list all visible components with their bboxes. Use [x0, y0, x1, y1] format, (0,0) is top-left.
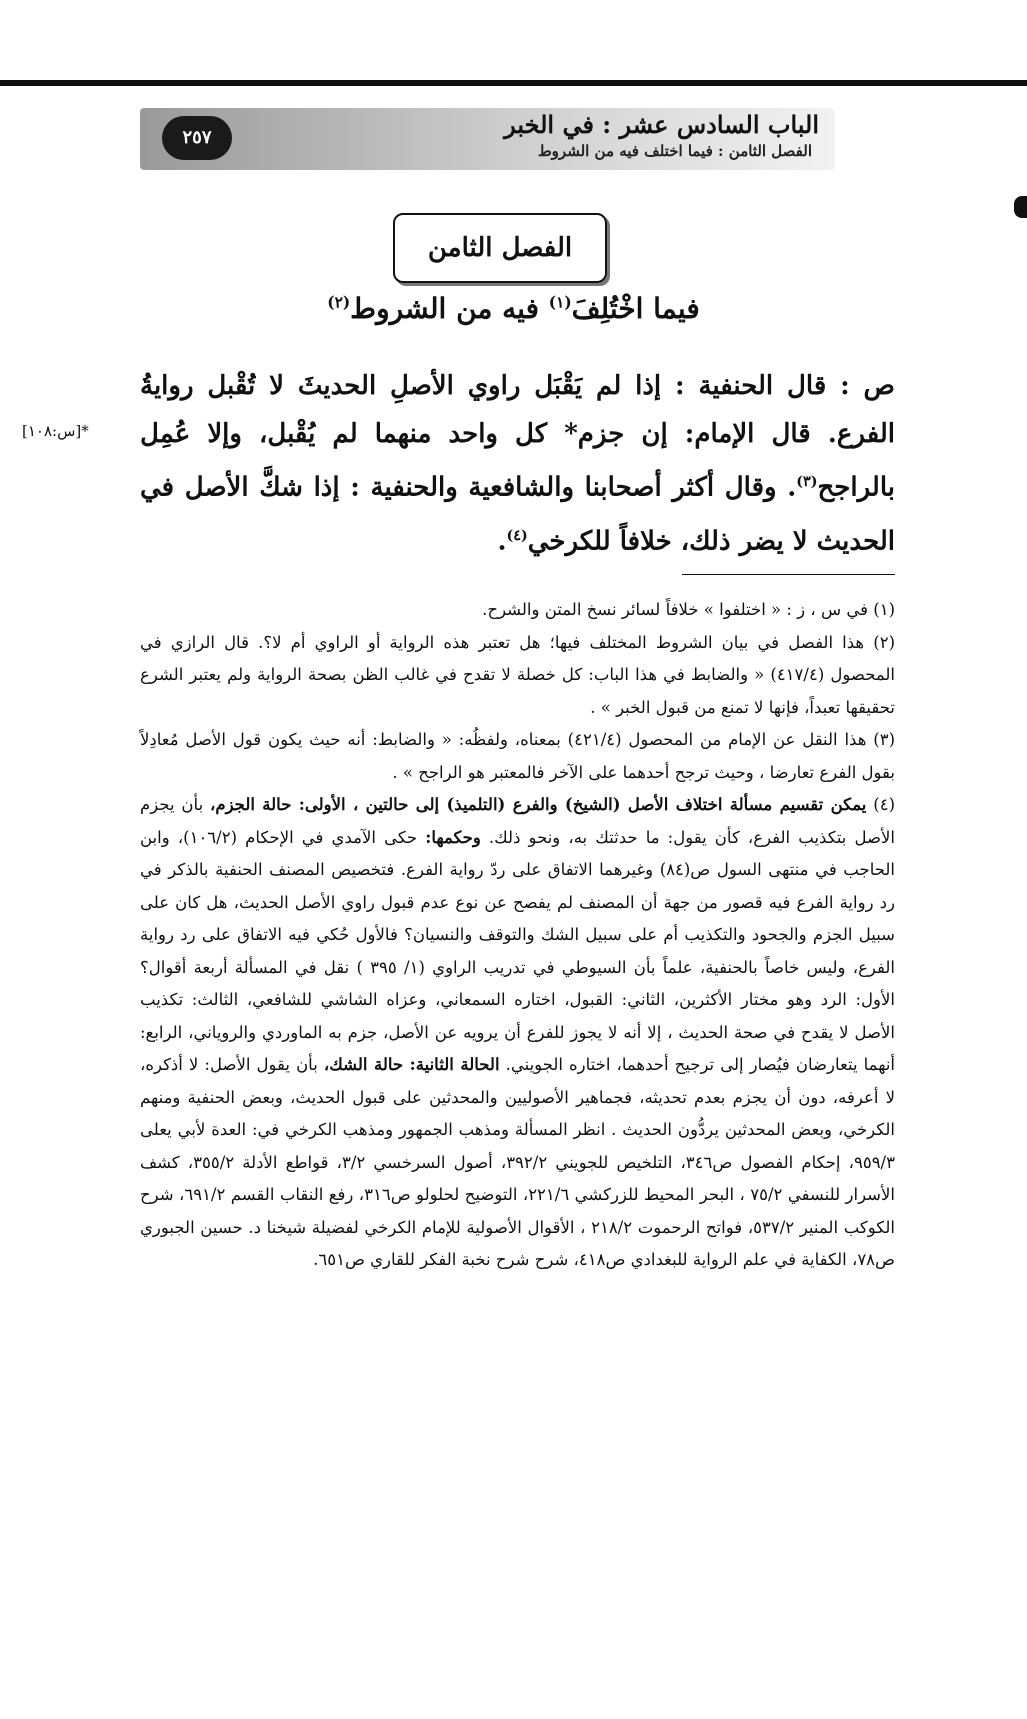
chapter-subtitle: [0, 292, 1027, 325]
top-rule: [0, 80, 1027, 86]
chapter-subtitle-text: فيه من الشروط: [350, 292, 549, 325]
footnote-bold-text: الحالة الثانية: حالة الشك،: [323, 1055, 500, 1074]
chapter-heading: الفصل الثامن: [427, 233, 573, 263]
main-text: [140, 362, 895, 565]
footnote-ref-1[interactable]: (١): [548, 293, 572, 312]
main-text-part: . وقال أكثر أصحابنا والشافعية والحنفية : إذا شكَّ الأصل في الحديث لا يضر ذلك، خلافاً للكرخي: [140, 472, 895, 557]
chapter-subtitle-text: فيما اخْتُلِفَ: [571, 292, 700, 325]
footnote-ref-4[interactable]: (٤): [506, 527, 528, 544]
footnote-text: بأن يجزم الأصل بتكذيب الفرع، كأن يقول: ما حدثتك به، ونحو ذلك.: [140, 795, 895, 847]
main-text-part: .: [497, 526, 507, 557]
footnote-3: (٣) هذا النقل عن الإمام من المحصول (٤٢١/٤) بمعناه، ولفظُه: « والضابط: أنه حيث يكون قول الأصل مُعادِلاً بقول الفرع تعارضا ، وحيث ترجح أحدهما على الآخر فالمعتبر هو الراجح » .: [140, 730, 895, 782]
footnote-bold-text: يمكن تقسيم مسألة اختلاف الأصل (الشيخ) والفرع (التلميذ) إلى حالتين ، الأولى: حالة الجزم،: [210, 795, 867, 814]
footnote-text: حكى الآمدي في الإحكام (١٠٦/٢)، وابن الحاجب في منتهى السول ص(٨٤) وغيرهما الاتفاق على ردّ رواية الفرع. فتخصيص المصنف الحنفية بالذكر في رد رواية الفرع فيه قصور من جهة أن المصنف لم يفصح عن نوع عدم قبول راوي الأصل الحديث، هل كان على سبيل الجزم والجحود والتكذيب أم على سبيل الشك والتوقف والنسيان؟ فالأول حُكي فيه الاتفاق على رد رواية الفرع، وليس خاصاً بالحنفية، علماً بأن السيوطي في تدريب الراوي (١/ ٣٩٥ ) نقل في المسألة أربعة أقوال؟ الأول: الرد وهو مختار الأكثرين، الثاني: القبول، اختاره السمعاني، وعزاه الشاشي للشافعي، الثالث: تكذيب الأصل لا يقدح في صحة الحديث ، إلا أنه لا يجوز للفرع أن يرويه عن الأصل، جزم به الماوردي والروياني، الرابع: أنهما يتعارضان فيُصار إلى ترجيح أحدهما، اختاره الجويني.: [140, 827, 896, 1074]
footnote-4: [140, 789, 895, 1277]
footnotes: [140, 594, 895, 1277]
footnote-ref-2[interactable]: (٢): [327, 293, 351, 312]
chapter-heading-box: [393, 213, 607, 283]
main-text-part: ص : قال الحنفية : إذا لم يَقْبَل راوي الأصلِ الحديثَ لا تُقْبل روايةُ الفرع. قال الإمام: إن جزم* كل واحد منهما لم يُقْبل، وإلا عُمِل بالراجح: [140, 371, 895, 503]
running-header-title: الباب السادس عشر : في الخبر: [504, 110, 819, 139]
footnote-1: (١) في س ، ز : « اختلفوا » خلافاً لسائر نسخ المتن والشرح.: [482, 600, 895, 619]
page-edge-mark: [1014, 196, 1027, 218]
footnote-separator: [682, 574, 895, 575]
running-header-subtitle: الفصل الثامن : فيما اختلف فيه من الشروط: [537, 142, 812, 160]
margin-note: *[س:١٠٨]: [22, 422, 89, 440]
footnote-text: بأن يقول الأصل: لا أذكره، لا أعرفه، دون أن يجزم بعدم تحديثه، فجماهير الأصوليين والمحدثين على قبول الحديث، وبعض الحنفية ومنهم الكرخي، وبعض المحدثين يردُّون الحديث . انظر المسألة ومذهب الجمهور ومذهب الكرخي في: العدة لأبي يعلى ٩٥٩/٣، إحكام الفصول ص٣٤٦، التلخيص للجويني ٣٩٢/٢، أصول السرخسي ٣/٢، قواطع الأدلة ٣٥٥/٢، كشف الأسرار للنسفي ٧٥/٢ ، البحر المحيط للزركشي ٢٢١/٦، التوضيح لحلولو ص٣١٦، رفع النقاب القسم ٦٩١/٢، شرح الكوكب المنير ٥٣٧/٢، فواتح الرحموت ٢١٨/٢ ، الأقوال الأصولية للإمام الكرخي لفضيلة شيخنا د. حسين الجبوري ص٧٨، الكفاية في علم الرواية للبغدادي ص٤١٨، شرح شرح نخبة الفكر للقاري ص٦٥١.: [140, 1055, 896, 1269]
footnote-bold-text: وحكمها:: [425, 827, 481, 847]
page-number: ٢٥٧: [162, 116, 232, 160]
footnote-2: (٢) هذا الفصل في بيان الشروط المختلف فيها؛ هل تعتبر هذه الرواية أو الراوي أم لا؟. قال الرازي في المحصول (٤١٧/٤) « والضابط في هذا الباب: كل خصلة لا تقدح في غالب الظن بصحة الرواية ولم يعتبر الشرع تحقيقها تعبداً، فإنها لا تمنع من قبول الخبر » .: [140, 632, 895, 717]
footnote-number: (٤): [866, 795, 895, 814]
footnote-ref-3[interactable]: (٣): [796, 474, 818, 490]
